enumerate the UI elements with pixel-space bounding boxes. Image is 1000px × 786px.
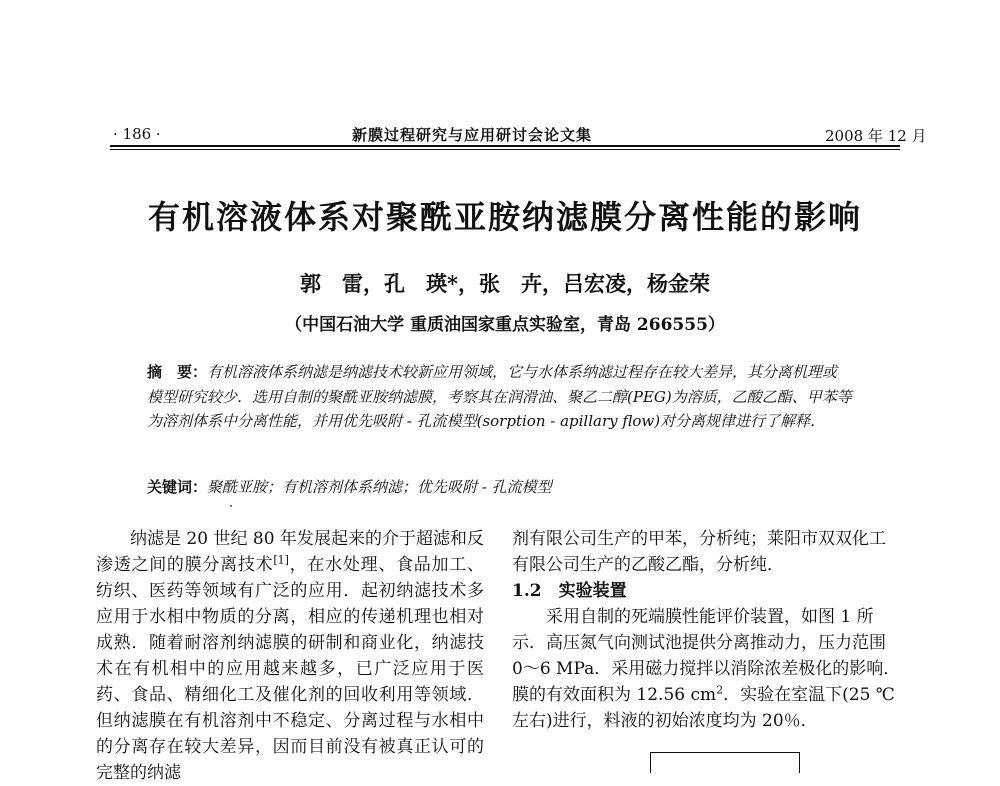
header-rule <box>110 145 900 147</box>
area-exponent: 2 <box>716 683 724 697</box>
issue-date: 2008 年 12 月 <box>825 127 927 145</box>
abstract-text: 有机溶液体系纳滤是纳滤技术较新应用领域，它与水体系纳滤过程存在较大差异，其分离机理或模型研究较少．选用自制的聚酰亚胺纳滤膜，考察其在润滑油、聚乙二醇(PEG)为溶质，乙酸乙酯、甲苯等为溶剂体系中分离性能，并用优先吸附 - 孔流模型(sorption - apillary flow)对分离规律进行了解释． <box>147 363 852 430</box>
keywords-label: 关键词： <box>147 478 208 496</box>
intro-text-1: 纳滤是 20 世纪 80 年发展起来的介于超滤和反渗透之间的膜分离技术 <box>96 529 484 575</box>
keywords-text: 聚酰亚胺；有机溶剂体系纳滤；优先吸附 - 孔流模型 <box>207 478 552 496</box>
body-column-left <box>96 526 484 786</box>
intro-text-2: ，在水处理、食品加工、纺织、医药等领域有广泛的应用．起初纳滤技术多应用于水相中物质的分离，相应的传递机理也相对成熟．随着耐溶剂纳滤膜的研制和商业化，纳滤技术在有机相中的应用越来越多，已广泛应用于医药、食品、精细化工及催化剂的回收利用等领域．但纳滤膜在有机溶剂中不稳定、分离过程与水相中的分离存在较大差异，因而目前没有被真正认可的完整的纳滤 <box>96 555 485 783</box>
author-line: 郭 雷，孔 瑛*，张 卉，吕宏凌，杨金荣 <box>300 271 710 296</box>
intro-paragraph <box>96 526 484 786</box>
materials-continued: 剂有限公司生产的甲苯，分析纯；莱阳市双双化工有限公司生产的乙酸乙酯，分析纯． <box>512 529 886 575</box>
apparatus-text-2: ．实验在室温下(25 ℃左右)进行，料液的初始浓度均为 20％． <box>512 685 895 731</box>
citation-ref[interactable]: [1] <box>273 553 289 567</box>
page-number: · 186 · <box>113 125 161 143</box>
stray-dot <box>230 505 232 507</box>
body-column-right <box>512 526 902 734</box>
abstract-label: 摘 要： <box>147 363 208 381</box>
apparatus-text-1: 采用自制的死端膜性能评价装置，如图 1 所示．高压氮气向测试池提供分离推动力，压力范围 0～6 MPa．采用磁力搅拌以消除浓差极化的影响．膜的有效面积为 12.56 cm <box>512 607 901 705</box>
apparatus-paragraph <box>512 604 902 734</box>
keywords <box>147 475 852 500</box>
abstract <box>147 360 852 434</box>
figure-frame <box>650 752 800 773</box>
affiliation: （中国石油大学 重质油国家重点实验室，青岛 266555） <box>285 315 725 335</box>
paper-title: 有机溶液体系对聚酰亚胺纳滤膜分离性能的影响 <box>147 198 862 236</box>
section-heading: 1.2 实验装置 <box>512 581 627 601</box>
running-title: 新膜过程研究与应用研讨会论文集 <box>352 126 593 144</box>
header-rule-thin <box>110 149 900 150</box>
